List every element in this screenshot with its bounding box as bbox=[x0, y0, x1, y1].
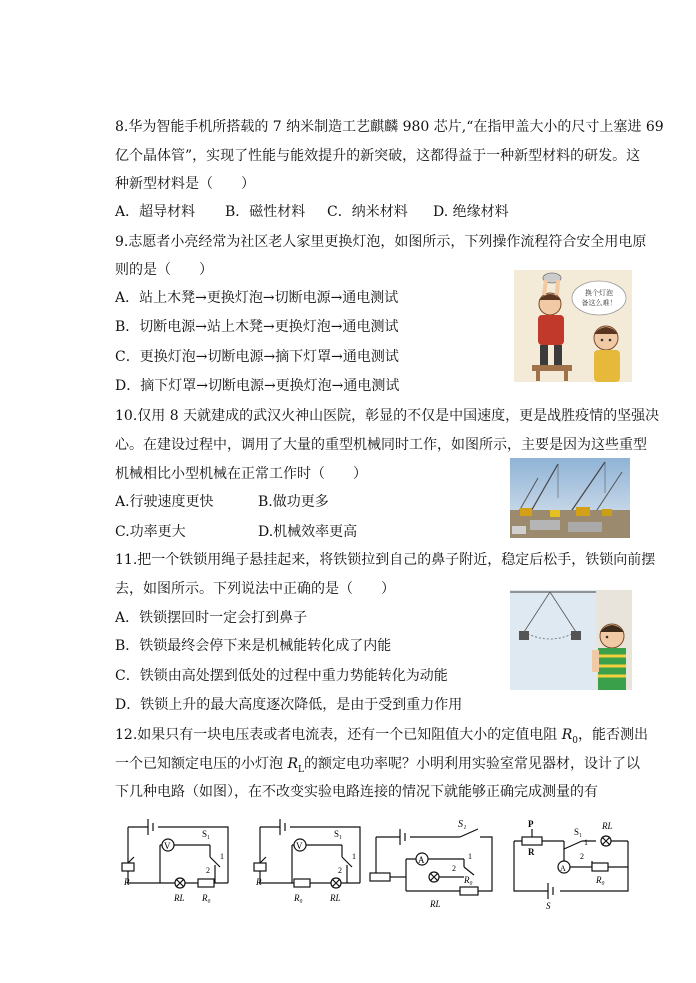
q12-line2-text: 一个已知额定电压的小灯泡 bbox=[115, 756, 288, 772]
r0-subscript: 0 bbox=[572, 735, 578, 746]
q9-line2: 则的是（ ） bbox=[115, 262, 213, 278]
c4-p-label: P bbox=[528, 819, 534, 829]
q12-line1-tail: ，能否测出 bbox=[578, 727, 648, 743]
q8-options bbox=[115, 202, 509, 222]
svg-text:备这么难！: 备这么难！ bbox=[581, 299, 617, 307]
c2-r0-label: R₀ bbox=[294, 893, 303, 903]
q10-line1: 10.仅用 8 天就建成的武汉火神山医院，彰显的不仅是中国速度，更是战胜疫情的坚强决 bbox=[115, 408, 660, 424]
q9-option-d: D．摘下灯罩→切断电源→更换灯泡→通电测试 bbox=[115, 378, 400, 394]
c1-rl-label: RL bbox=[174, 893, 185, 903]
c3-r0-label: R₀ bbox=[464, 875, 473, 885]
c2-r-label: R bbox=[256, 877, 262, 887]
c2-contact-2: 2 bbox=[338, 866, 342, 875]
q9-option-b: B．切断电源→站上木凳→更换灯泡→通电测试 bbox=[115, 319, 399, 335]
c1-r0-label: R₀ bbox=[202, 893, 211, 903]
q8-line3: 种新型材料是（ ） bbox=[115, 176, 255, 192]
q11-line2: 去，如图所示。下列说法中正确的是（ ） bbox=[115, 581, 395, 597]
circuit-diagram-2 bbox=[252, 815, 370, 910]
q11-line1: 11.把一个铁锁用绳子悬挂起来，将铁锁拉到自己的鼻子附近，稳定后松手，铁锁向前摆 bbox=[115, 552, 656, 568]
q10-option-c: C.功率更大 bbox=[115, 524, 186, 540]
q12-line1 bbox=[115, 725, 648, 751]
c3-contact-2: 2 bbox=[452, 864, 456, 873]
c4-contact-2: 2 bbox=[580, 852, 584, 861]
q11-option-b: B．铁锁最终会停下来是机械能转化成了内能 bbox=[115, 638, 392, 654]
q8-option-a: A．超导材料 bbox=[115, 204, 196, 220]
q12-line2-tail: 的额定电功率呢？小明利用实验室常见器材，设计了以 bbox=[303, 756, 640, 772]
c3-contact-1: 1 bbox=[468, 852, 472, 861]
lightbulb-cartoon-image bbox=[514, 270, 632, 382]
q8-line2: 亿个晶体管”，实现了性能与能效提升的新突破，这都得益于一种新型材料的研发。这 bbox=[115, 148, 641, 164]
rl-subscript: L bbox=[298, 764, 304, 775]
c2-switch-label: S₁ bbox=[334, 829, 343, 839]
q11-option-c: C．铁锁由高处摆到低处的过程中重力势能转化为动能 bbox=[115, 668, 448, 684]
q9-option-c: C．更换灯泡→切断电源→摘下灯罩→通电测试 bbox=[115, 349, 399, 365]
q9-option-a: A．站上木凳→更换灯泡→切断电源→通电测试 bbox=[115, 290, 399, 306]
q11-option-d: D．铁锁上升的最大高度逐次降低，是由于受到重力作用 bbox=[115, 697, 463, 713]
c4-s-label: S bbox=[546, 901, 551, 911]
svg-text:换个灯泡: 换个灯泡 bbox=[585, 289, 613, 297]
q10-line2: 心。在建设过程中，调用了大量的重型机械同时工作，如图所示，主要是因为这些重型 bbox=[115, 437, 647, 453]
q10-line3: 机械相比小型机械在正常工作时（ ） bbox=[115, 466, 367, 482]
c4-s1-label: S₁ bbox=[574, 827, 583, 837]
q8-option-c: C．纳米材料 bbox=[327, 204, 408, 220]
c4-r-label: R bbox=[528, 847, 535, 857]
q8-line1: 8.华为智能手机所搭载的 7 纳米制造工艺麒麟 980 芯片,“在指甲盖大小的尺寸上塞进 69 bbox=[115, 119, 664, 135]
c2-contact-1: 1 bbox=[352, 852, 356, 861]
c1-contact-1: 1 bbox=[220, 852, 224, 861]
q8-option-b: B．磁性材料 bbox=[225, 204, 306, 220]
q12-line1-text: 12.如果只有一块电压表或者电流表，还有一个已知阻值大小的定值电阻 bbox=[115, 727, 562, 743]
q12-line3: 下几种电路（如图），在不改变实验电路连接的情况下就能够正确完成测量的有 bbox=[115, 784, 598, 800]
q9-line1: 9.志愿者小亮经常为社区老人家里更换灯泡，如图所示，下列操作流程符合安全用电原 bbox=[115, 234, 647, 250]
c2-v-label: V bbox=[296, 841, 303, 851]
c1-contact-2: 2 bbox=[206, 866, 210, 875]
q10-option-d: D.机械效率更高 bbox=[258, 524, 358, 540]
construction-site-image bbox=[510, 458, 630, 538]
c2-rl-label: RL bbox=[330, 893, 341, 903]
c4-r0-label: R₀ bbox=[596, 875, 605, 885]
circuit-diagram-1 bbox=[120, 815, 238, 910]
circuit-diagram-4 bbox=[508, 815, 638, 915]
c3-a-label: A bbox=[418, 855, 425, 865]
q10-option-a: A.行驶速度更快 bbox=[115, 494, 214, 510]
c4-a-label: A bbox=[560, 864, 566, 873]
c3-switch-label: S₁ bbox=[458, 819, 467, 830]
q11-option-a: A．铁锁摆回时一定会打到鼻子 bbox=[115, 610, 308, 626]
c4-rl-label: RL bbox=[602, 821, 613, 831]
c3-rl-label: RL bbox=[430, 899, 441, 909]
c1-switch-label: S₁ bbox=[202, 829, 211, 839]
r0-symbol: R bbox=[561, 727, 573, 743]
c1-v-label: V bbox=[164, 841, 171, 851]
q8-option-d: D. 绝缘材料 bbox=[433, 204, 509, 220]
c4-contact-1: 1 bbox=[584, 838, 588, 847]
circuit-diagram-3 bbox=[368, 815, 498, 915]
pendulum-lock-image bbox=[510, 590, 632, 690]
q10-option-b: B.做功更多 bbox=[258, 494, 329, 510]
rl-symbol: R bbox=[287, 756, 298, 772]
c1-r-label: R bbox=[124, 877, 130, 887]
q12-line2 bbox=[115, 754, 640, 780]
